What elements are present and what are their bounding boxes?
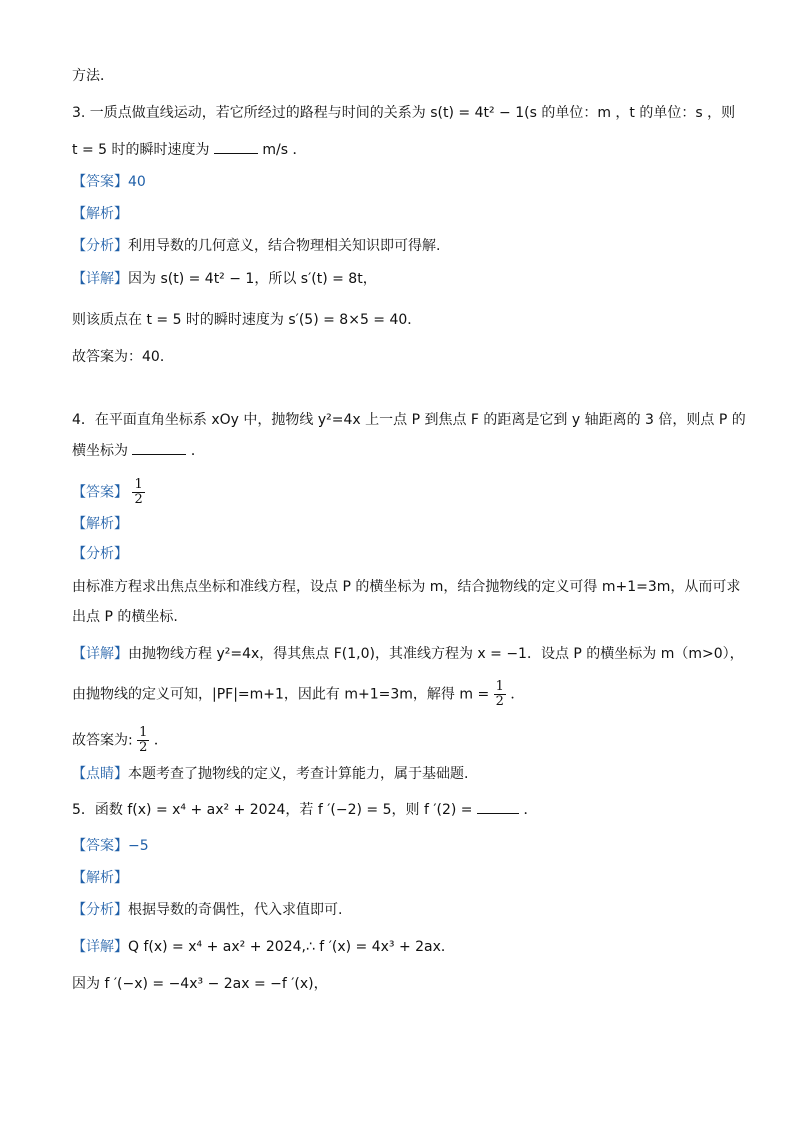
answer-label: 【答案】−5 (72, 838, 149, 854)
fraction: $\frac{1}{2}$ (139, 725, 148, 755)
detail-text-cont: 则该质点在 t = 5 时的瞬时速度为 s′(5) = 8×5 = 40． (72, 312, 422, 328)
answer-blank (132, 442, 186, 455)
analysis-label: 【解析】 (72, 206, 128, 222)
detail-text: 【详解】因为 s(t) = 4t² − 1，所以 s′(t) = 8t， (72, 271, 377, 287)
analysis-text: 【分析】利用导数的几何意义，结合物理相关知识即可得解. (72, 238, 441, 254)
analysis-label: 【解析】 (72, 516, 128, 532)
answer-blank (214, 141, 258, 154)
question-5-text: 5．函数 f(x) = x⁴ + ax² + 2024，若 f ′(−2) = 5，则 f ′(2) = ． (72, 802, 538, 818)
detail-text: 【详解】Q f(x) = x⁴ + ax² + 2024,∴ f ′(x) = 4x³ + 2ax． (72, 939, 455, 955)
detail-text-cont: 由抛物线的定义可知，|PF|=m+1，因此有 m+1=3m，解得 m = $\frac{1}{2}$ ． (72, 679, 525, 709)
detail-text: 【详解】由抛物线方程 y²=4x，得其焦点 F(1,0)，其准线方程为 x = −1．设点 P 的横坐标为 m（m>0）， (72, 646, 744, 662)
detail-text-cont: 因为 f ′(−x) = −4x³ − 2ax = −f ′(x)， (72, 976, 328, 992)
analysis-text: 由标准方程求出焦点坐标和准线方程，设点 P 的横坐标为 m，结合抛物线的定义可得 m+1=3m，从而可求 (72, 579, 741, 595)
fraction: $\frac{1}{2}$ (134, 477, 143, 507)
final-answer-text: 故答案为：40． (72, 349, 174, 365)
analysis-label: 【解析】 (72, 870, 128, 886)
analysis-text: 【分析】根据导数的奇偶性，代入求值即可. (72, 902, 343, 918)
answer-blank (477, 801, 519, 814)
answer-label: 【答案】 $\frac{1}{2}$ (72, 477, 143, 507)
question-4-text-cont: 横坐标为 ． (72, 443, 205, 459)
question-4-text: 4．在平面直角坐标系 xOy 中，抛物线 y²=4x 上一点 P 到焦点 F 的距离是它到 y 轴距离的 3 倍，则点 P 的 (72, 412, 746, 428)
final-answer-text: 故答案为: $\frac{1}{2}$ ． (72, 725, 168, 755)
analysis-label-2: 【分析】 (72, 546, 128, 562)
analysis-text-cont: 出点 P 的横坐标. (72, 609, 178, 625)
fraction: $\frac{1}{2}$ (495, 679, 504, 709)
answer-label: 【答案】40 (72, 174, 146, 190)
question-3-text-cont: t = 5 时的瞬时速度为 m/s ． (72, 142, 307, 158)
text-line: 方法． (72, 68, 114, 84)
question-3-text: 3. 一质点做直线运动，若它所经过的路程与时间的关系为 s(t) = 4t² − 1(s 的单位：m ，t 的单位：s ，则 (72, 105, 736, 121)
comment-text: 【点睛】本题考查了抛物线的定义，考查计算能力，属于基础题. (72, 766, 469, 782)
